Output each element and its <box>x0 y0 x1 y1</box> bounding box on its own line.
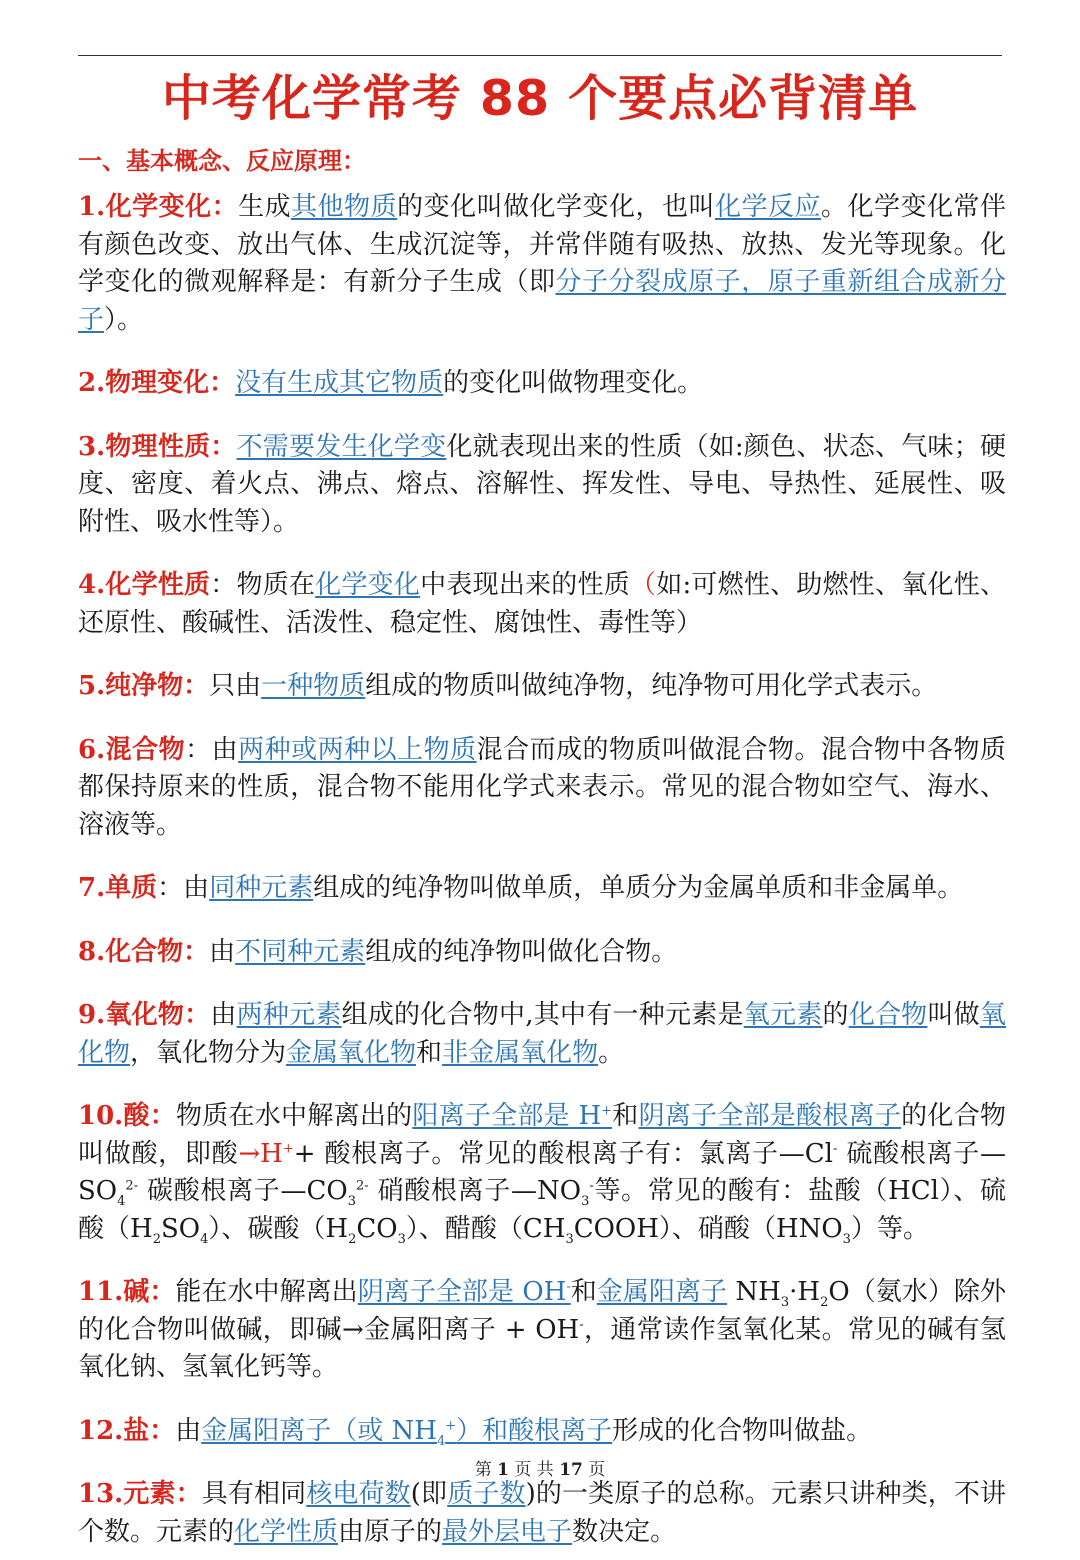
item-text: 的变化叫做物理变化。 <box>443 368 704 398</box>
superscript: 2- <box>125 1178 139 1194</box>
item-text: 形成的化合物叫做盐。 <box>612 1415 873 1446</box>
item-text: ）等。 <box>850 1213 929 1244</box>
key-text: ）和酸根离子 <box>456 1415 613 1446</box>
key-phrase: 化学性质 <box>234 1516 339 1547</box>
item-text: 组成的化合物中,其中有一种元素是 <box>341 1000 744 1030</box>
item-text: 由 <box>210 1000 237 1030</box>
item-text: (即 <box>410 1479 448 1509</box>
subscript: 3 <box>842 1231 851 1247</box>
key-phrase: 一种物质 <box>261 671 366 701</box>
item-text: 组成的纯净物叫做单质，单质分为金属单质和非金属单。 <box>313 873 964 903</box>
item-term: 6.混合物 <box>78 734 186 765</box>
item-text: 中表现出来的性质 <box>420 570 630 600</box>
item-text: ）。 <box>104 304 144 335</box>
item-text: ·H <box>789 1277 821 1307</box>
item-text: 碳酸根离子—CO <box>138 1176 348 1206</box>
item-text: ）、醋酸（CH <box>405 1213 566 1244</box>
footer-text: 页 <box>588 1460 606 1480</box>
item-pure-substance <box>78 668 1006 706</box>
key-phrase: 最外层电子 <box>442 1516 573 1547</box>
item-term: 2.物理变化： <box>78 368 236 398</box>
arrow-symbol: → <box>238 1138 261 1169</box>
key-text: 金属阳离子（或 NH <box>201 1415 437 1446</box>
header-rule <box>78 55 1002 56</box>
subscript: 4 <box>200 1231 209 1247</box>
subscript: 4 <box>117 1194 126 1210</box>
item-text: 由原子的 <box>338 1516 443 1547</box>
footer-text: 页 共 <box>514 1460 554 1480</box>
item-physical-property <box>78 429 1006 542</box>
item-element-substance <box>78 870 1006 908</box>
item-mixture <box>78 732 1006 845</box>
item-term: 10.酸： <box>78 1101 177 1131</box>
item-text: ： <box>210 570 237 600</box>
item-text: CO <box>356 1213 398 1244</box>
item-text: SO <box>160 1213 201 1244</box>
item-text: 生成 <box>238 192 292 222</box>
item-text: 组成的纯净物叫做化合物。 <box>365 936 678 967</box>
key-phrase: 不需要发生化学变 <box>236 431 447 462</box>
item-text: 混合而成的物质叫做混合物。混合物中各物质都保持原来的性质，混合物不能用化学式来表示。常见的混合物如空气、海水、溶液等。 <box>78 734 1006 840</box>
key-phrase <box>201 1415 613 1449</box>
item-text: )的一类原子的总称。元素只讲种类，不讲个数。元素的 <box>78 1479 1006 1547</box>
item-text: 硝酸根离子—NO <box>368 1176 582 1206</box>
item-text: 和 <box>416 1037 443 1068</box>
item-term: 5.纯净物： <box>78 671 210 701</box>
item-text: COOH）、硝酸（HNO <box>573 1213 843 1244</box>
key-phrase: 化学变化 <box>315 570 421 600</box>
item-text: 组成的物质叫做纯净物，纯净物可用化学式表示。 <box>365 671 938 701</box>
item-text: 和 <box>612 1101 639 1131</box>
key-text: 阴离子全部是 OH <box>357 1277 567 1307</box>
item-text: 只由 <box>209 671 262 701</box>
subscript: 2 <box>152 1231 161 1247</box>
item-compound <box>78 934 1006 972</box>
key-phrase: 同种元素 <box>209 873 314 903</box>
item-acid <box>78 1098 1006 1248</box>
item-text: 由 <box>175 1415 202 1446</box>
item-text: 具有相同 <box>201 1479 307 1509</box>
item-text: 硫酸根离子—SO <box>78 1138 1007 1206</box>
item-text: 的变化叫做化学变化，也叫 <box>397 192 716 222</box>
superscript: - <box>579 1316 584 1332</box>
item-text: ）、碳酸（H <box>208 1213 349 1244</box>
item-text: 。化学变化常伴有颜色改变、放出气体、生成沉淀等，并常伴随有吸热、放热、发光等现象。化学变化的微观解释是：有新分子生成（即 <box>78 192 1006 297</box>
item-text: ，通常读作氢氧化某。常见的碱有氢氧化钠、氢氧化钙等。 <box>78 1314 1006 1382</box>
superscript: 2- <box>355 1178 369 1194</box>
key-phrase: 两种元素 <box>236 1000 342 1030</box>
item-text: 等。常见的酸有：盐酸（HCl）、硫酸（H <box>78 1176 1006 1244</box>
item-text: 由 <box>209 936 236 967</box>
item-term: 9.氧化物： <box>78 1000 211 1030</box>
item-text: 物质在水中解离出的 <box>176 1101 413 1131</box>
hydrogen-ion: H <box>260 1138 283 1169</box>
item-text: ，氧化物分为 <box>130 1037 287 1068</box>
key-phrase: 氧化物 <box>78 1000 1006 1068</box>
superscript: - <box>566 1279 571 1295</box>
item-base <box>78 1274 1006 1387</box>
key-phrase: 两种或两种以上物质 <box>238 734 477 765</box>
item-text: 如:可燃性、助燃性、氧化性、还原性、酸碱性、活泼性、稳定性、腐蚀性、毒性等） <box>78 570 1006 638</box>
item-term: 3.物理性质： <box>78 431 237 462</box>
key-phrase <box>358 1277 571 1307</box>
item-text: （ <box>629 570 657 600</box>
item-text: 的化合物叫做酸，即酸 <box>78 1101 1006 1169</box>
item-text: 叫做 <box>927 1000 980 1030</box>
item-text: 化就表现出来的性质（如:颜色、状态、气味；硬度、密度、着火点、沸点、熔点、溶解性、挥发性、导电、导热性、延展性、吸附性、吸水性等）。 <box>78 431 1006 537</box>
item-text: ： <box>157 873 184 903</box>
item-term: 8.化合物： <box>78 936 210 967</box>
superscript: + <box>282 1140 294 1156</box>
item-text: 数决定。 <box>572 1516 677 1547</box>
page-total: 17 <box>559 1460 583 1480</box>
item-text: 能在水中解离出 <box>175 1277 358 1307</box>
key-phrase: 没有生成其它物质 <box>235 368 444 398</box>
item-chemical-property <box>78 567 1006 642</box>
page-footer <box>0 1455 1080 1480</box>
key-phrase: 其他物质 <box>291 192 398 222</box>
section-heading: 一、基本概念、反应原理： <box>78 146 366 175</box>
item-element <box>78 1476 1006 1551</box>
key-phrase: 核电荷数 <box>306 1479 411 1509</box>
item-salt <box>78 1413 1006 1451</box>
item-term: 1.化学变化： <box>78 192 239 222</box>
superscript: - <box>833 1140 838 1156</box>
item-term: 13.元素： <box>78 1479 202 1509</box>
item-text: 。 <box>598 1037 625 1068</box>
subscript: 4 <box>436 1433 446 1449</box>
item-text: 和 <box>570 1277 597 1307</box>
item-physical-change <box>78 365 1006 403</box>
superscript: + <box>445 1417 457 1433</box>
key-phrase: 质子数 <box>447 1479 526 1509</box>
item-text: 的 <box>822 1000 849 1030</box>
item-chemical-change <box>78 189 1006 339</box>
item-term: 7.单质 <box>78 873 158 903</box>
item-text: 由 <box>183 873 210 903</box>
item-text: 物质在 <box>236 570 316 600</box>
item-text: 由 <box>211 734 239 765</box>
key-phrase: 金属阳离子 <box>596 1277 728 1307</box>
item-term: 12.盐： <box>78 1415 176 1446</box>
item-text: ： <box>185 734 212 765</box>
key-text: 阳离子全部是 H <box>412 1101 602 1131</box>
item-term: 4.化学性质 <box>78 570 211 600</box>
subscript: 3 <box>347 1194 356 1210</box>
page-title: 中考化学常考 88 个要点必背清单 <box>161 70 919 127</box>
key-phrase: 金属氧化物 <box>286 1037 417 1068</box>
subscript: 3 <box>581 1194 590 1210</box>
subscript: 3 <box>780 1295 790 1311</box>
key-phrase: 氧元素 <box>743 1000 823 1030</box>
superscript: + <box>601 1103 613 1119</box>
subscript: 2 <box>820 1295 829 1311</box>
item-text: O（氨水）除外的化合物叫做碱，即碱→金属阳离子 + OH <box>78 1277 1006 1345</box>
key-phrase: 分子分裂成原子，原子重新组合成新分子 <box>78 267 1006 335</box>
document-body <box>78 145 1006 1560</box>
item-text: + 酸根离子。常见的酸根离子有：氯离子—Cl <box>293 1138 833 1169</box>
subscript: 2 <box>348 1231 357 1247</box>
key-phrase: 阴离子全部是酸根离子 <box>638 1101 902 1131</box>
key-phrase: 不同种元素 <box>235 936 366 967</box>
page-number: 1 <box>497 1460 509 1480</box>
key-phrase <box>412 1101 612 1131</box>
item-term: 11.碱： <box>78 1277 176 1307</box>
key-phrase: 非金属氧化物 <box>442 1037 599 1068</box>
item-oxide <box>78 997 1006 1072</box>
key-phrase: 化合物 <box>848 1000 928 1030</box>
footer-text: 第 <box>474 1460 492 1480</box>
item-text: NH <box>727 1277 781 1307</box>
key-phrase: 化学反应 <box>715 192 821 222</box>
subscript: 3 <box>565 1231 574 1247</box>
subscript: 3 <box>397 1231 406 1247</box>
superscript: - <box>589 1178 594 1194</box>
